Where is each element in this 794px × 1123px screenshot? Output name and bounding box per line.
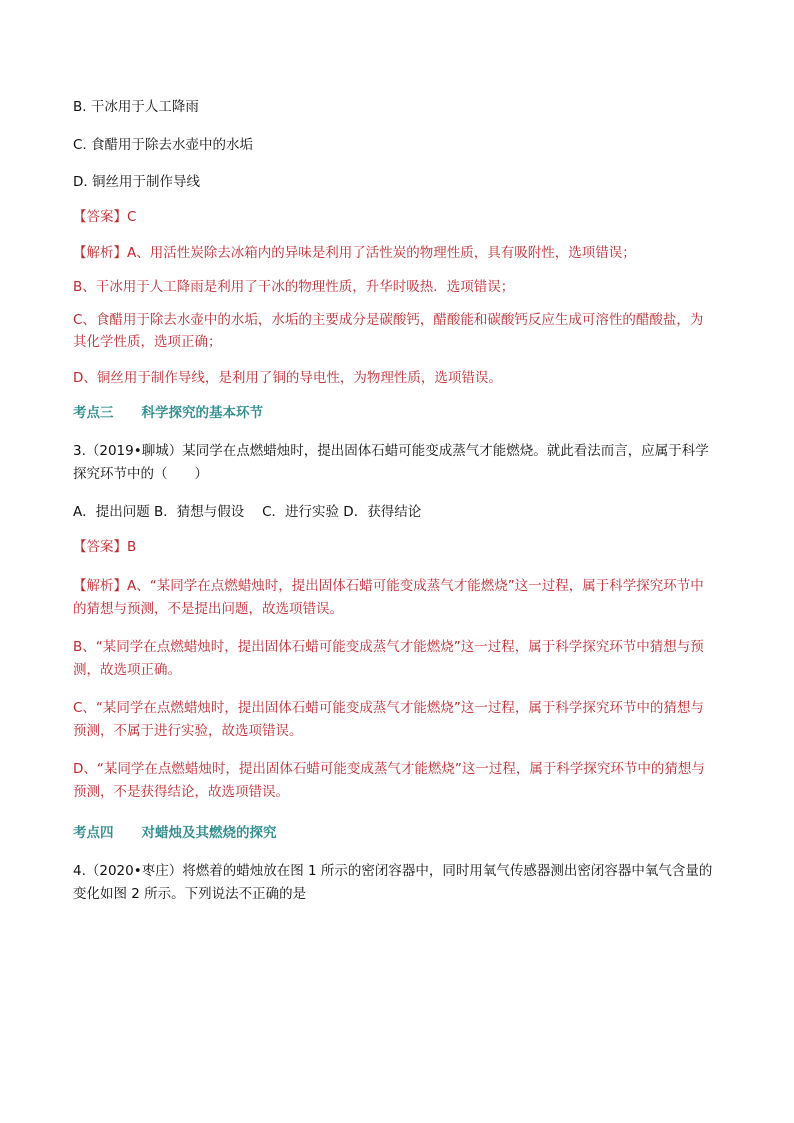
answer-tag: 【答案】: [73, 539, 127, 555]
section-title: 对蜡烛及其燃烧的探究: [141, 825, 277, 841]
analysis-text: A、用活性炭除去冰箱内的异味是利用了活性炭的物理性质，具有吸附性，选项错误；: [127, 245, 636, 261]
q2-analysis-line: B、干冰用于人工降雨是利用了干冰的物理性质，升华时吸热．选项错误；: [73, 279, 515, 295]
section-label: 考点四: [73, 825, 114, 841]
q2-analysis-line: 其化学性质，选项正确；: [73, 334, 222, 350]
q3-answer: [73, 537, 136, 557]
answer-value: B: [127, 539, 137, 555]
analysis-tag: 【解析】: [73, 578, 127, 594]
q4-stem-line: 4.（2020•枣庄）将燃着的蜡烛放在图 1 所示的密闭容器中，同时用氧气传感器测出密闭容器中氧气含量的: [73, 863, 713, 879]
q4-stem-line: 变化如图 2 所示。下列说法不正确的是: [73, 886, 307, 902]
answer-tag: 【答案】: [73, 209, 127, 225]
q2-option-b: B. 干冰用于人工降雨: [73, 99, 199, 115]
section-heading: [73, 403, 263, 423]
answer-value: C: [127, 209, 137, 225]
q2-option-c: C. 食醋用于除去水壶中的水垢: [73, 137, 254, 153]
q3-stem-line: 探究环节中的（ ）: [73, 466, 208, 482]
q2-analysis-line: C、食醋用于除去水壶中的水垢，水垢的主要成分是碳酸钙，醋酸能和碳酸钙反应生成可溶性的醋酸盐，为: [73, 312, 704, 328]
section-label: 考点三: [73, 405, 114, 421]
q2-answer: [73, 207, 136, 227]
section-title: 科学探究的基本环节: [141, 405, 263, 421]
q2-analysis-line: D、铜丝用于制作导线，是利用了铜的导电性，为物理性质，选项错误。: [73, 370, 502, 386]
q3-analysis-line: [73, 576, 704, 596]
analysis-text: A、“某同学在点燃蜡烛时，提出固体石蜡可能变成蒸气才能燃烧”这一过程，属于科学探究环节中: [127, 578, 704, 594]
q3-stem-line: 3.（2019•聊城）某同学在点燃蜡烛时，提出固体石蜡可能变成蒸气才能燃烧。就此看法而言，应属于科学: [73, 443, 709, 459]
q3-analysis-line: 预测，不属于进行实验，故选项错误。: [73, 723, 303, 739]
section-heading: [73, 823, 277, 843]
q2-option-d: D. 铜丝用于制作导线: [73, 174, 200, 190]
q2-analysis-line: [73, 243, 636, 263]
q3-options: A．提出问题 B．猜想与假设 C．进行实验 D．获得结论: [73, 504, 422, 520]
q3-analysis-line: D、“某同学在点燃蜡烛时，提出固体石蜡可能变成蒸气才能燃烧”这一过程，属于科学探究环节中的猜想与: [73, 761, 705, 777]
q3-analysis-line: 的猜想与预测，不是提出问题，故选项错误。: [73, 601, 343, 617]
q3-analysis-line: C、“某同学在点燃蜡烛时，提出固体石蜡可能变成蒸气才能燃烧”这一过程，属于科学探究环节中的猜想与: [73, 700, 704, 716]
q3-analysis-line: 测，故选项正确。: [73, 662, 181, 678]
q3-analysis-line: 预测，不是获得结论，故选项错误。: [73, 784, 289, 800]
analysis-tag: 【解析】: [73, 245, 127, 261]
q3-analysis-line: B、“某同学在点燃蜡烛时，提出固体石蜡可能变成蒸气才能燃烧”这一过程，属于科学探究环节中猜想与预: [73, 639, 704, 655]
